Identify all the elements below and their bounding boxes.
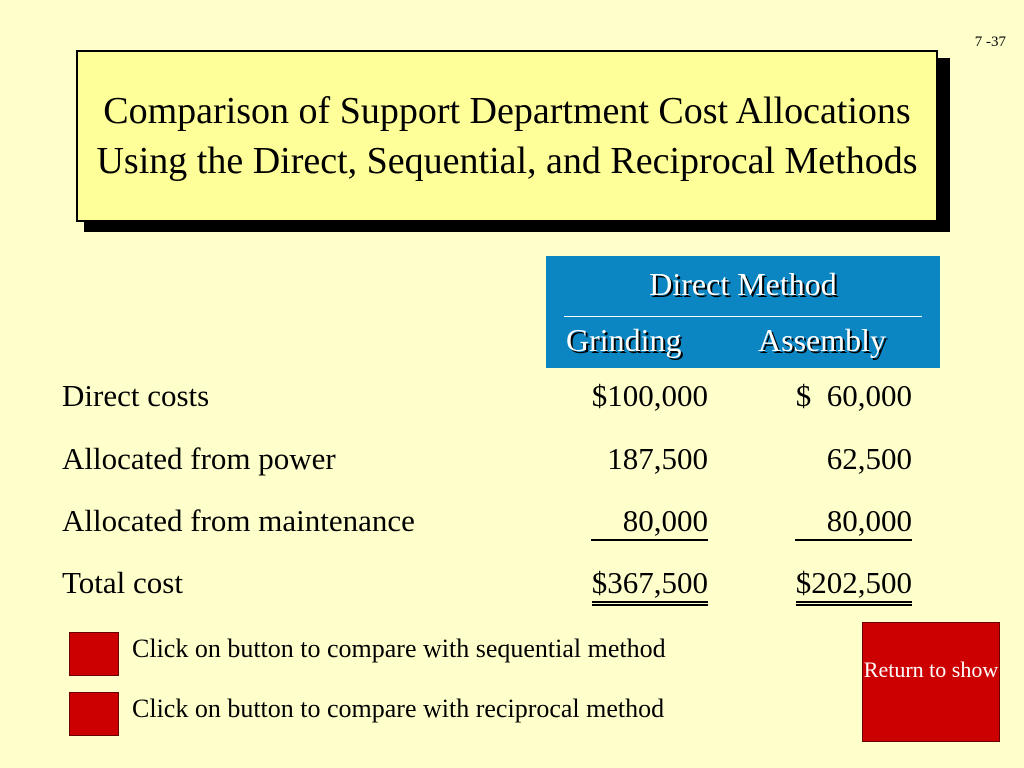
slide-number: 7 -37 bbox=[974, 34, 1006, 50]
row-label: Allocated from power bbox=[62, 441, 336, 476]
row-label: Direct costs bbox=[62, 378, 210, 413]
table-row-allocated-power bbox=[0, 441, 1024, 485]
method-title: Direct Method bbox=[649, 266, 837, 302]
cell-assembly: 80,000 bbox=[795, 503, 912, 541]
table-row-allocated-maintenance bbox=[0, 503, 1024, 547]
cell-assembly: 62,500 bbox=[826, 441, 912, 476]
header-divider bbox=[564, 316, 922, 317]
nav-row-reciprocal bbox=[0, 690, 860, 730]
row-label: Allocated from maintenance bbox=[62, 503, 415, 538]
cell-assembly: $202,500 bbox=[796, 565, 912, 606]
column-header-assembly: Assembly bbox=[758, 322, 886, 358]
cell-grinding: $100,000 bbox=[591, 378, 708, 413]
cell-grinding: 187,500 bbox=[607, 441, 708, 476]
compare-reciprocal-text: Click on button to compare with reciprocal method bbox=[132, 694, 665, 723]
compare-sequential-text: Click on button to compare with sequential method bbox=[132, 634, 666, 663]
return-to-show-button[interactable] bbox=[862, 622, 1000, 742]
slide-title: Comparison of Support Department Cost Allocations Using the Direct, Sequential, and Reciprocal Methods bbox=[96, 90, 918, 182]
compare-reciprocal-button[interactable] bbox=[69, 692, 119, 736]
return-to-show-label: Return to show bbox=[863, 657, 999, 682]
table-row-total-cost bbox=[0, 565, 1024, 609]
row-label: Total cost bbox=[62, 565, 183, 600]
cell-assembly: $ 60,000 bbox=[795, 378, 912, 413]
nav-row-sequential bbox=[0, 630, 860, 670]
cell-grinding: $367,500 bbox=[592, 565, 708, 606]
direct-method-header bbox=[546, 256, 940, 368]
column-header-grinding: Grinding bbox=[566, 322, 682, 358]
cell-grinding: 80,000 bbox=[591, 503, 708, 541]
slide-title-box bbox=[76, 50, 938, 222]
compare-sequential-button[interactable] bbox=[69, 632, 119, 676]
table-row-direct-costs bbox=[0, 378, 1024, 422]
